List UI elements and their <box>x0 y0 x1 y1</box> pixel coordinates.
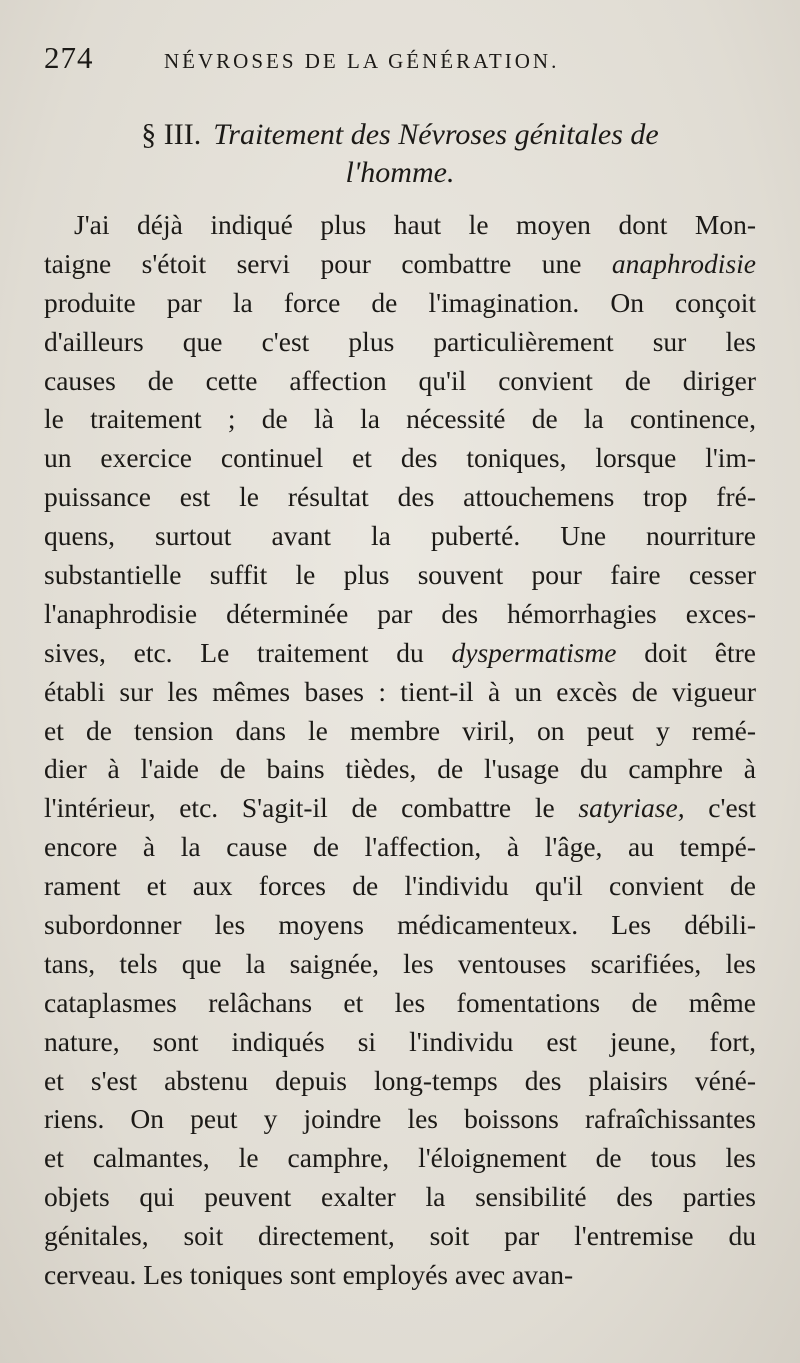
section-title-part-1: Traitement des Névroses génitales de <box>213 118 659 151</box>
text-line <box>44 712 756 751</box>
text-line <box>44 1023 756 1062</box>
text-line <box>44 400 756 439</box>
italic-term: dyspermatisme <box>451 636 617 668</box>
running-head: NÉVROSES DE LA GÉNÉRATION. <box>164 49 560 73</box>
section-number: § III. <box>141 118 202 151</box>
text-line <box>44 673 756 712</box>
italic-term: anaphrodisie <box>611 247 756 279</box>
text-segment: cerveau. Les toniques sont employés avec avan- <box>44 1259 574 1291</box>
text-segment: produite par la force de l'imagination. On conçoit <box>44 286 756 318</box>
text-line <box>44 984 756 1023</box>
text-segment: génitales, soit directement, soit par l'entremise du <box>44 1220 756 1252</box>
text-segment: le traitement ; de là la nécessité de la continence, <box>44 403 756 435</box>
text-line <box>44 245 756 284</box>
text-segment: nature, sont indiqués si l'individu est jeune, fort, <box>44 1025 756 1057</box>
text-line <box>44 1217 756 1256</box>
text-line <box>44 634 756 673</box>
text-segment: puissance est le résultat des attouchemens trop fré- <box>44 481 756 513</box>
text-segment: établi sur les mêmes bases : tient-il à un excès de vigueur <box>44 675 756 707</box>
text-segment: et de tension dans le membre viril, on peut y remé- <box>44 714 756 746</box>
text-segment: rament et aux forces de l'individu qu'il convient de <box>44 870 756 902</box>
text-line <box>44 1139 756 1178</box>
text-line <box>44 906 756 945</box>
text-segment: c'est <box>684 792 756 824</box>
text-segment: tans, tels que la saignée, les ventouses scarifiées, les <box>44 947 756 979</box>
text-segment: et calmantes, le camphre, l'éloignement de tous les <box>44 1142 756 1174</box>
text-line <box>44 828 756 867</box>
text-segment: causes de cette affection qu'il convient de diriger <box>44 364 756 396</box>
text-segment: l'intérieur, etc. S'agit-il de combattre le <box>44 792 579 824</box>
text-line <box>44 1100 756 1139</box>
text-line <box>44 1062 756 1101</box>
text-line <box>44 789 756 828</box>
text-segment: d'ailleurs que c'est plus particulièrement sur les <box>44 325 756 357</box>
text-line <box>44 945 756 984</box>
text-segment: doit être <box>616 636 756 668</box>
text-line <box>44 206 756 245</box>
text-segment: objets qui peuvent exalter la sensibilité des parties <box>44 1181 756 1213</box>
text-line <box>44 595 756 634</box>
text-segment: J'ai déjà indiqué plus haut le moyen dont Mon- <box>74 209 756 240</box>
text-segment: dier à l'aide de bains tièdes, de l'usage du camphre à <box>44 753 756 785</box>
text-segment: quens, surtout avant la puberté. Une nourriture <box>44 520 756 552</box>
text-line <box>44 750 756 789</box>
italic-term: satyriase, <box>578 792 685 824</box>
text-segment: riens. On peut y joindre les boissons rafraîchissantes <box>44 1103 756 1135</box>
section-heading-line-2 <box>44 154 756 192</box>
text-line <box>44 867 756 906</box>
text-segment: cataplasmes relâchans et les fomentations de même <box>44 986 756 1018</box>
text-line <box>44 362 756 401</box>
text-segment: un exercice continuel et des toniques, lorsque l'im- <box>44 442 756 474</box>
text-line <box>44 556 756 595</box>
text-segment: encore à la cause de l'affection, à l'âge, au tempé- <box>44 831 756 863</box>
text-line <box>44 439 756 478</box>
text-line <box>44 1178 756 1217</box>
text-line <box>44 478 756 517</box>
text-segment: substantielle suffit le plus souvent pour faire cesser <box>44 559 756 591</box>
text-line <box>44 517 756 556</box>
page-header <box>44 40 756 86</box>
page-number: 274 <box>44 40 94 75</box>
section-heading-line-1 <box>44 116 756 154</box>
text-line <box>44 323 756 362</box>
text-line <box>44 1256 756 1295</box>
body-paragraph <box>44 206 756 1295</box>
text-line <box>44 284 756 323</box>
text-segment: taigne s'étoit servi pour combattre une <box>44 247 612 279</box>
text-segment: sives, etc. Le traitement du <box>44 636 452 668</box>
section-heading <box>44 116 756 192</box>
section-title-part-2: l'homme. <box>345 156 455 189</box>
text-segment: et s'est abstenu depuis long-temps des plaisirs véné- <box>44 1064 756 1096</box>
text-segment: subordonner les moyens médicamenteux. Les débili- <box>44 909 756 941</box>
text-segment: l'anaphrodisie déterminée par des hémorrhagies exces- <box>44 597 756 629</box>
